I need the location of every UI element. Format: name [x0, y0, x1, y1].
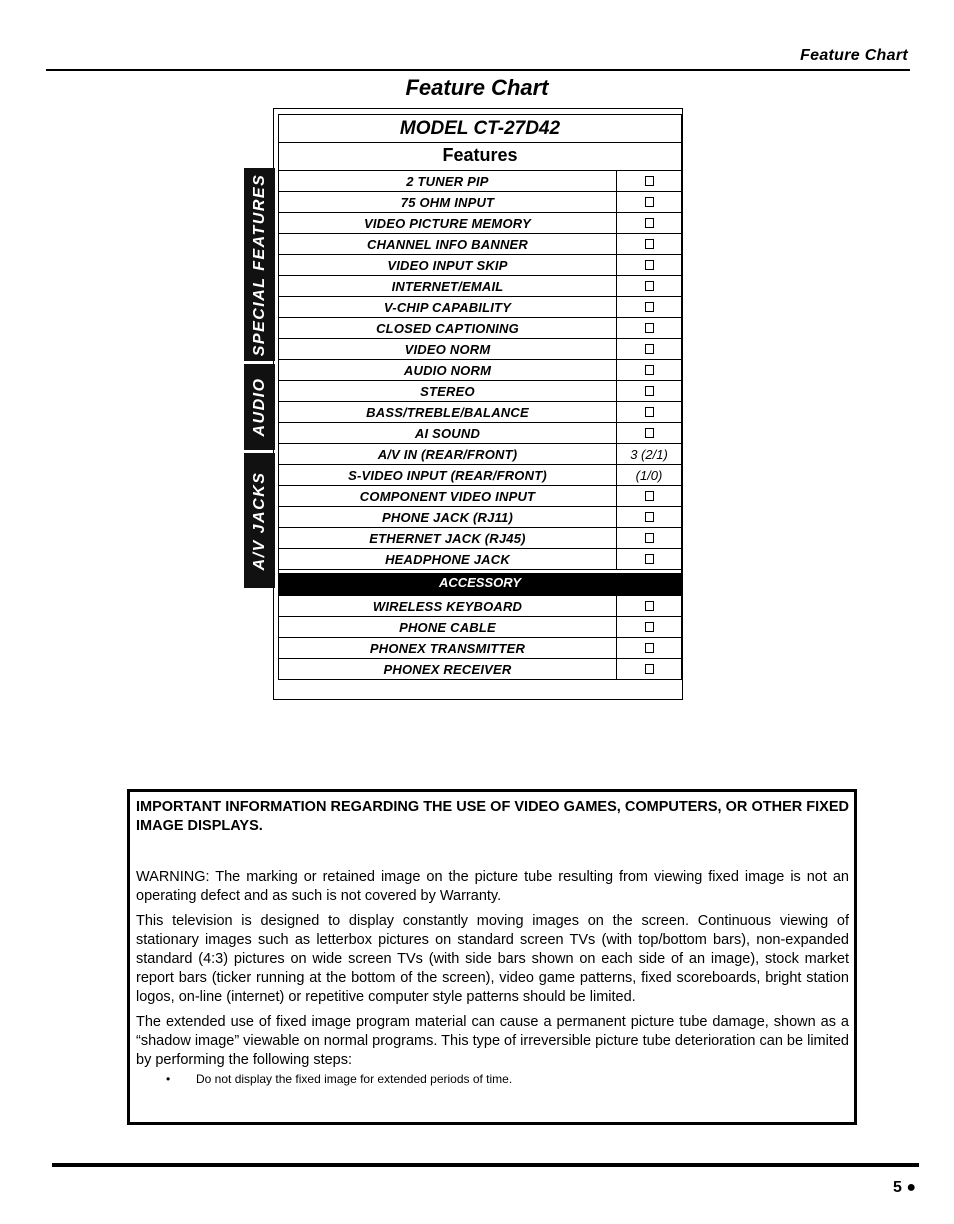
- table-row: [279, 171, 681, 192]
- feature-label: CHANNEL INFO BANNER: [366, 236, 528, 252]
- feature-value-text: 3 (2/1): [630, 446, 668, 462]
- feature-label: V-CHIP CAPABILITY: [383, 299, 512, 315]
- checkbox-icon: [645, 554, 654, 564]
- checkbox-icon: [645, 601, 654, 611]
- features-header: Features: [279, 144, 681, 171]
- table-row: [279, 255, 681, 276]
- feature-label: PHONEX TRANSMITTER: [369, 640, 526, 656]
- checkbox-icon: [645, 302, 654, 312]
- feature-value: [616, 486, 681, 506]
- table-row: [279, 486, 681, 507]
- side-tab-special-features-label: SPECIAL FEATURES: [250, 173, 268, 356]
- footer-rule: [52, 1163, 919, 1167]
- checkbox-icon: [645, 643, 654, 653]
- checkbox-icon: [645, 176, 654, 186]
- table-row: [279, 444, 681, 465]
- checkbox-icon: [645, 664, 654, 674]
- feature-value: [616, 381, 681, 401]
- checkbox-icon: [645, 622, 654, 632]
- feature-value: [616, 360, 681, 380]
- feature-value: [616, 617, 681, 637]
- feature-label: AUDIO NORM: [403, 362, 492, 378]
- feature-label: 75 OHM INPUT: [400, 194, 495, 210]
- important-information-box: [127, 789, 857, 1125]
- feature-rows: [279, 171, 681, 570]
- table-row: [279, 423, 681, 444]
- checkbox-icon: [645, 386, 654, 396]
- table-row: [279, 528, 681, 549]
- table-row: [279, 617, 681, 638]
- feature-value: [616, 192, 681, 212]
- feature-value: [616, 596, 681, 616]
- checkbox-icon: [645, 197, 654, 207]
- feature-label: COMPONENT VIDEO INPUT: [359, 488, 536, 504]
- feature-value: [616, 659, 681, 679]
- side-tab-audio-label: AUDIO: [250, 377, 268, 437]
- feature-label: STEREO: [420, 383, 475, 399]
- model-header: MODEL CT-27D42: [279, 114, 681, 143]
- feature-label: S-VIDEO INPUT (REAR/FRONT): [348, 467, 547, 483]
- feature-value: [616, 297, 681, 317]
- checkbox-icon: [645, 407, 654, 417]
- feature-value: [616, 318, 681, 338]
- accessory-rows: [279, 596, 681, 680]
- section-header-title: Feature Chart: [800, 47, 908, 64]
- page-title: Feature Chart: [405, 75, 549, 100]
- feature-label: VIDEO INPUT SKIP: [387, 257, 508, 273]
- feature-label: VIDEO PICTURE MEMORY: [363, 215, 531, 231]
- feature-value: [616, 171, 681, 191]
- feature-label: ETHERNET JACK (RJ45): [369, 530, 526, 546]
- feature-label: HEADPHONE JACK: [385, 551, 510, 567]
- warning-title: IMPORTANT INFORMATION REGARDING THE USE OF VIDEO GAMES, COMPUTERS, OR OTHER FIXED IMAGE DISPLAYS.: [136, 799, 849, 834]
- side-tab-av-jacks-label: A/V JACKS: [250, 471, 268, 570]
- table-row: [279, 596, 681, 617]
- side-tab-audio: [244, 364, 275, 450]
- warning-paragraph: WARNING: The marking or retained image on the picture tube resulting from viewing fixed image is not an operating defect and as such is not covered by Warranty.: [136, 869, 849, 904]
- table-row: [279, 507, 681, 528]
- table-row: [279, 381, 681, 402]
- table-row: [279, 402, 681, 423]
- header-rule: [46, 69, 910, 71]
- bullet-dot-icon: •: [166, 1072, 171, 1086]
- page-number: 5 ●: [892, 1179, 916, 1196]
- checkbox-icon: [645, 281, 654, 291]
- checkbox-icon: [645, 260, 654, 270]
- table-row: [279, 465, 681, 486]
- checkbox-icon: [645, 491, 654, 501]
- checkbox-icon: [645, 533, 654, 543]
- feature-value: [616, 339, 681, 359]
- feature-value: [616, 638, 681, 658]
- feature-value: [616, 255, 681, 275]
- feature-label: INTERNET/EMAIL: [391, 278, 504, 294]
- feature-label: PHONE CABLE: [399, 619, 496, 635]
- table-row: [279, 276, 681, 297]
- table-row: [279, 213, 681, 234]
- feature-value: [616, 402, 681, 422]
- table-row: [279, 659, 681, 680]
- feature-label: PHONEX RECEIVER: [383, 661, 512, 677]
- checkbox-icon: [645, 512, 654, 522]
- table-row: [279, 297, 681, 318]
- feature-label: PHONE JACK (RJ11): [381, 509, 514, 525]
- feature-value: [616, 276, 681, 296]
- feature-label: VIDEO NORM: [404, 341, 491, 357]
- side-tab-av-jacks: [244, 453, 275, 588]
- table-row: [279, 549, 681, 570]
- feature-value: [616, 549, 681, 569]
- feature-value: [616, 465, 681, 485]
- feature-table: [278, 114, 682, 680]
- feature-label: WIRELESS KEYBOARD: [372, 598, 523, 614]
- checkbox-icon: [645, 365, 654, 375]
- table-row: [279, 318, 681, 339]
- checkbox-icon: [645, 323, 654, 333]
- feature-label: CLOSED CAPTIONING: [376, 320, 519, 336]
- feature-label: A/V IN (REAR/FRONT): [377, 446, 518, 462]
- feature-label: 2 TUNER PIP: [406, 173, 489, 189]
- damage-paragraph: The extended use of fixed image program material can cause a permanent picture tube damage, shown as a “shadow image” viewable on normal programs. This type of irreversible picture tube deterioration can be limited by performing the following steps:: [136, 1014, 849, 1068]
- bullet-item: [166, 1070, 849, 1089]
- feature-value: [616, 213, 681, 233]
- bullet-text: Do not display the fixed image for extended periods of time.: [196, 1072, 513, 1086]
- table-row: [279, 339, 681, 360]
- table-row: [279, 360, 681, 381]
- display-paragraph: This television is designed to display constantly moving images on the screen. Continuous viewing of stationary images such as letterbox pictures on standard screen TVs (with top/bottom bars), non-expanded standard (4:3) pictures on wide screen TVs (with side bars shown on each side of an image), stock market report bars (ticker running at the bottom of the screen), video game patterns, fixed scoreboards, bright station logos, on-line (internet) or repetitive computer style patterns should be limited.: [136, 913, 849, 1005]
- feature-value: [616, 507, 681, 527]
- feature-value-text: (1/0): [635, 467, 663, 483]
- checkbox-icon: [645, 218, 654, 228]
- checkbox-icon: [645, 344, 654, 354]
- feature-label: BASS/TREBLE/BALANCE: [366, 404, 529, 420]
- feature-value: [616, 528, 681, 548]
- table-row: [279, 234, 681, 255]
- feature-value: [616, 234, 681, 254]
- table-row: [279, 638, 681, 659]
- feature-value: [616, 423, 681, 443]
- checkbox-icon: [645, 428, 654, 438]
- table-row: [279, 192, 681, 213]
- feature-label: AI SOUND: [414, 425, 481, 441]
- accessory-header: ACCESSORY: [279, 573, 681, 596]
- checkbox-icon: [645, 239, 654, 249]
- side-tab-special-features: [244, 168, 275, 361]
- feature-value: [616, 444, 681, 464]
